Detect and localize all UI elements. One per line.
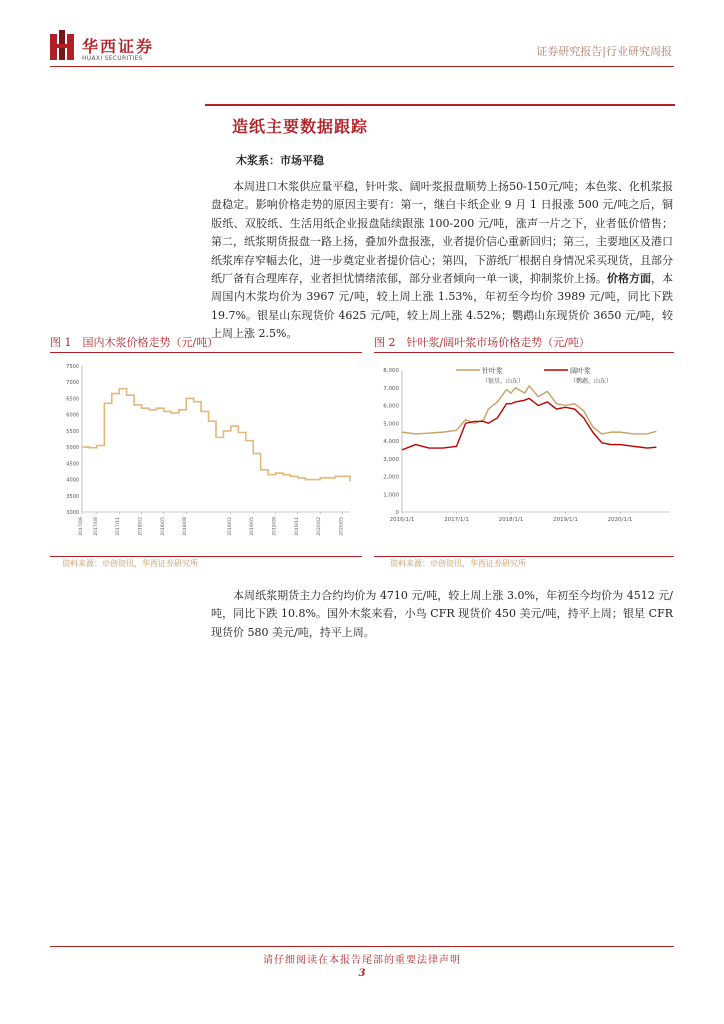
page-number: 3 xyxy=(358,968,366,979)
y-tick-label: 4500 xyxy=(66,461,79,468)
y-tick-label: 6,000 xyxy=(383,403,399,410)
y-tick-label: 6000 xyxy=(66,412,79,419)
series-line-hardwood xyxy=(402,398,656,449)
figure-1-source: 资料来源：卓创资讯，华西证券研究所 xyxy=(62,559,198,568)
x-tick-label: 2020/05 xyxy=(339,517,345,536)
x-tick-label: 2018/08 xyxy=(183,517,189,536)
figure-1-chart xyxy=(50,356,362,554)
logo-text-cn: 华西证券 xyxy=(82,37,155,56)
x-tick-label: 2019/08 xyxy=(272,517,278,536)
y-tick-label: 8,000 xyxy=(383,368,399,374)
y-tick-label: 6500 xyxy=(66,396,79,403)
logo-text-en: HUAXI SECURITIES xyxy=(82,55,143,62)
legend-label-a: 针叶浆 xyxy=(482,367,503,375)
y-tick-label: 7000 xyxy=(66,380,79,387)
x-tick-label: 2019/1/1 xyxy=(553,517,578,523)
legal-notice: 请仔细阅读在本报告尾部的重要法律声明 xyxy=(263,955,461,966)
figure-1-bottom-rule xyxy=(50,556,362,557)
paragraph-bold-label: 价格方面 xyxy=(607,272,651,286)
figure-1-top-rule xyxy=(50,352,362,353)
x-tick-label: 2019/11 xyxy=(294,517,300,536)
chart-legend xyxy=(456,366,612,385)
footer-divider xyxy=(50,946,674,947)
y-tick-label: 4000 xyxy=(66,477,79,484)
x-tick-label: 2017/06 xyxy=(79,517,84,536)
y-tick-label: 4,000 xyxy=(383,439,399,445)
x-tick-label: 2020/02 xyxy=(317,517,323,536)
y-tick-label: 5,000 xyxy=(383,421,399,428)
y-tick-label: 3500 xyxy=(66,493,79,500)
x-tick-label: 2018/05 xyxy=(160,517,166,536)
figure-2-bottom-rule xyxy=(374,556,674,557)
paragraph-text: 本周进口木浆供应量平稳，针叶浆、阔叶浆报盘顺势上扬50-150元/吨；本色浆、化机浆报盘稳定。影响价格走势的原因主要有：第一，继白卡纸企业 9 月 1 日报涨 500 元/吨之后，铜版纸、双胶纸、生活用纸企业报盘陆续跟涨 100-200 元/吨，涨声一片之下，业者低价惜售；第二，纸浆期货报盘一路上扬，叠加外盘报涨，业者提价信心重新回归；第三，主要地区及港口纸浆库存窄幅去化，进一步奠定业者提价信心；第四，下游纸厂根据自身情况采买现货，且部分纸厂备有合理库存，业者担忧情绪浓郁，部分业者倾向一单一谈，抑制浆价上扬。 xyxy=(211,180,673,286)
y-tick-label: 5500 xyxy=(66,428,79,435)
x-tick-label: 2016/1/1 xyxy=(389,517,415,523)
figure-1-caption: 图 1 国内木浆价格走势（元/吨） xyxy=(50,336,219,349)
section-divider xyxy=(205,104,675,106)
figure-2-caption: 图 2 针叶浆/阔叶浆市场价格走势（元/吨） xyxy=(374,336,590,349)
x-tick-label: 2017/11 xyxy=(116,517,122,536)
section-title: 造纸主要数据跟踪 xyxy=(232,117,369,136)
y-tick-label: 1,000 xyxy=(383,492,399,499)
legend-label-a-sub: （银星，山东） xyxy=(482,378,525,385)
legend-label-b: 阔叶浆 xyxy=(570,367,591,375)
body-paragraph-1 xyxy=(211,178,673,344)
series-line-softwood xyxy=(402,386,656,434)
huaxi-logo-icon xyxy=(50,30,74,60)
x-tick-label: 2017/1/1 xyxy=(444,517,469,523)
y-tick-label: 7,000 xyxy=(383,385,399,392)
figure-2-top-rule xyxy=(374,352,674,353)
paragraph-text: ，本周国内木浆均价为 3967 元/吨，较上周上涨 1.53%，年初至今均价 3989 元/吨，同比下跌 19.7%。银星山东现货价 4625 元/吨，较上周上涨 4.52%；鹦鹉山东现货价 3650 元/吨，较上周上涨 2.5%。 xyxy=(211,272,673,341)
y-tick-label: 0 xyxy=(395,510,399,516)
y-tick-label: 3,000 xyxy=(383,456,399,463)
header-divider xyxy=(50,66,674,67)
x-tick-label: 2018/1/1 xyxy=(498,517,524,523)
figure-2-chart xyxy=(374,356,674,554)
figure-2-source: 资料来源：卓创资讯，华西证券研究所 xyxy=(390,559,526,568)
x-tick-label: 2018/02 xyxy=(138,517,144,536)
legend-label-b-sub: （鹦鹉，山东） xyxy=(570,378,613,385)
x-tick-label: 2017/08 xyxy=(93,517,99,536)
y-tick-label: 5000 xyxy=(66,445,79,452)
body-paragraph-2: 本周纸浆期货主力合约均价为 4710 元/吨，较上周上涨 3.0%，年初至今均价为 4512 元/吨，同比下跌 10.8%。国外木浆来看，小鸟 CFR 现货价 450 美元/吨，持平上周；银星 CFR 现货价 580 美元/吨，持平上周。 xyxy=(211,589,673,639)
y-tick-label: 3000 xyxy=(66,510,79,516)
y-tick-label: 2,000 xyxy=(383,474,399,481)
subsection-title: 木浆系：市场平稳 xyxy=(236,154,324,167)
x-tick-label: 2019/05 xyxy=(250,517,256,536)
x-tick-label: 2020/1/1 xyxy=(607,517,633,523)
x-tick-label: 2019/02 xyxy=(227,517,233,536)
report-type-label: 证券研究报告|行业研究周报 xyxy=(536,45,672,58)
y-tick-label: 7500 xyxy=(66,364,79,370)
series-line-pulp-price xyxy=(82,389,350,481)
